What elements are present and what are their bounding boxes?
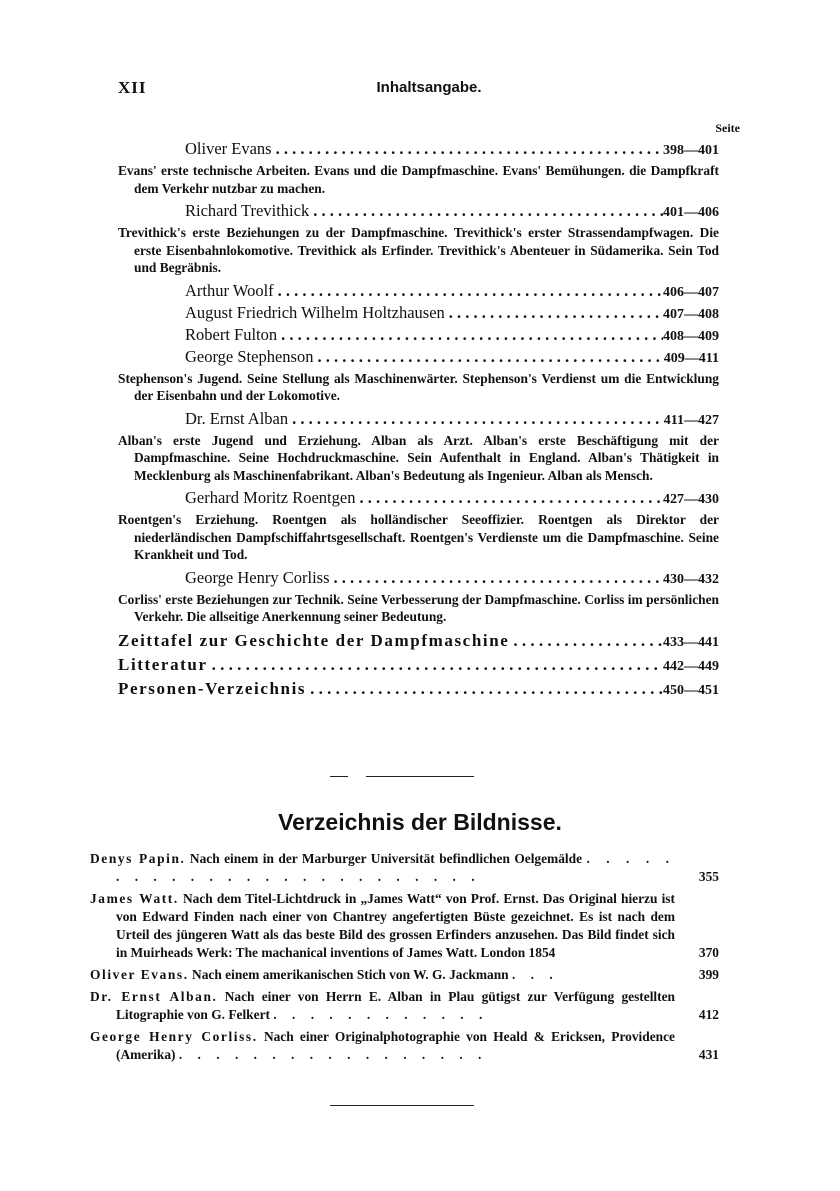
toc-entry [118,324,719,346]
toc-entry [118,138,719,160]
portrait-name: James Watt. [90,891,179,906]
toc-entry-name: Arthur Woolf [185,280,274,300]
toc-entry-pages: 406—407 [663,284,719,300]
toc-entry-description: Evans' erste technische Arbeiten. Evans und die Dampfmaschine. Evans' Bemühungen. die Dampfkraft dem Verkehr nutzbar zu machen. [118,163,719,196]
leader-dots [272,138,663,160]
portrait-name: Denys Papin. [90,851,186,866]
toc-entry-pages: 408—409 [663,328,719,344]
toc-entry [118,408,719,430]
leader-dots [330,567,663,589]
toc-entry-pages: 407—408 [663,306,719,322]
toc-section-title: Litteratur [118,654,208,674]
toc-entry-pages: 401—406 [663,205,719,220]
toc-entry-description: Trevithick's erste Beziehungen zu der Dampfmaschine. Trevithick's erster Strassendampfwagen. Die erste Eisenbahnlokomotive. Trevithick als Erfinder. Trevithick's Abenteuer in Südamerika. Sein Tod und Begräbnis. [118,225,719,275]
leader-dots [309,200,663,222]
portrait-page: 355 [698,869,719,884]
leader-dots [288,408,664,430]
portrait-description: Nach einem in der Marburger Universität befindlichen Oelgemälde [189,851,583,866]
leader-dots: . . . [511,967,559,982]
running-header [118,78,740,102]
leader-dots [445,302,663,324]
list-item [90,1028,719,1064]
divider-rule [330,776,348,777]
toc-entry-name: Gerhard Moritz Roentgen [185,488,356,507]
section-heading: Verzeichnis der Bildnisse. [278,809,562,835]
leader-dots: . . . . . . . . . . . . . . . . . [178,1047,488,1062]
toc-entry-description: Corliss' erste Beziehungen zur Technik. Seine Verbesserung der Dampfmaschine. Corliss im persönlichen Verkehr. Die allseitige Anerkennung seiner Bedeutung. [118,591,719,624]
portrait-page: 399 [698,967,719,982]
portrait-page: 412 [698,1007,719,1022]
portrait-page: 431 [698,1047,719,1062]
running-title: Inhaltsangabe. [376,79,482,96]
toc-entry [118,200,719,222]
toc-entry-name: George Stephenson [185,346,314,366]
toc-entry-description: Alban's erste Jugend und Erziehung. Alban als Arzt. Alban's erste Beschäftigung mit der Dampfmaschine. Seine Hochdruckmaschine. Sein Aufenthalt in England. Alban's Thätigkeit in Mecklenburg als Maschinenfabrikant. Alban's Bedeutung als Ingenieur. Alban als Mensch. [118,432,719,483]
toc-entry-description: Roentgen's Erziehung. Roentgen als holländischer Seeoffizier. Roentgen als Direktor der niederländischen Dampfschiffahrtsgesellschaft. Roentgen's Verdienste um die Dampfmaschine. Seine Krankheit und Tod. [118,512,719,562]
divider-rule [366,776,474,777]
portrait-description: Nach einem amerikanischen Stich von W. G. Jackmann [192,967,509,982]
toc-entry-pages: 411—427 [663,412,719,428]
leader-dots [274,280,663,302]
leader-dots: . . . . . . . . . . . . . . . . . . . . . . . . . [116,851,675,884]
table-of-contents [118,138,719,701]
toc-entry-pages: 430—432 [663,571,719,587]
portrait-name: Oliver Evans. [90,967,189,982]
toc-entry-name: Dr. Ernst Alban [185,408,289,428]
portrait-description: Nach einer Originalphotographie von Heald & Ericksen, Providence (Amerika) [116,1029,675,1062]
portrait-description: Nach einer von Herrn E. Alban in Plau gütigst zur Verfügung gestellten Litographie von G. Felkert [116,989,675,1022]
list-item [90,966,719,984]
toc-entry [118,302,719,324]
leader-dots [313,346,663,368]
toc-entry-pages: 427—430 [663,492,719,507]
leader-dots [509,629,663,653]
toc-entry-name: Oliver Evans [185,139,272,158]
portrait-description: Nach dem Titel-Lichtdruck in „James Watt“ von Prof. Ernst. Das Original hierzu ist von Edward Finden nach einer von Chantrey angefertigten Büste gezeichnet. Es ist nach dem Urteil des jüngeren Watt als das beste Bild des grossen Erfinders anzusehen. Das Bild findet sich in Muirheads Werk: The machanical inventions of James Watt. London 1854 [116,891,675,960]
portrait-name: George Henry Corliss. [90,1029,258,1044]
toc-entry [118,280,719,302]
divider-rule [330,1105,474,1106]
toc-section-title: Zeittafel zur Geschichte der Dampfmaschine [118,630,510,650]
toc-section-pages: 450—451 [663,682,719,698]
portrait-list [90,850,719,1068]
list-item [90,988,719,1024]
leader-dots [306,677,663,701]
portrait-name: Dr. Ernst Alban. [90,989,218,1004]
leader-dots [355,487,663,509]
portrait-page: 370 [698,945,719,960]
list-item [90,890,719,962]
toc-section [118,653,719,677]
toc-entry-pages: 409—411 [663,350,719,366]
toc-entry-name: George Henry Corliss [185,567,330,587]
toc-section-pages: 433—441 [663,634,719,650]
toc-section [118,677,719,701]
page-column-label: Seite [715,121,740,135]
toc-entry [118,346,719,368]
toc-section-title: Personen-Verzeichnis [118,678,307,698]
toc-section-pages: 442—449 [663,658,719,674]
leader-dots: . . . . . . . . . . . . [273,1007,489,1022]
toc-entry-name: August Friedrich Wilhelm Holtzhausen [185,302,445,322]
leader-dots [208,653,663,677]
toc-entry-name: Richard Trevithick [185,201,310,220]
list-item [90,850,719,886]
toc-section [118,629,719,653]
toc-entry [118,567,719,589]
leader-dots [277,324,663,346]
toc-entry-pages: 398—401 [663,143,719,158]
toc-entry-description: Stephenson's Jugend. Seine Stellung als Maschinenwärter. Stephenson's Verdienst um die Entwicklung der Eisenbahn und der Lokomotive. [118,370,719,403]
toc-entry-name: Robert Fulton [185,324,278,344]
page-number: XII [118,78,147,97]
toc-entry [118,487,719,509]
